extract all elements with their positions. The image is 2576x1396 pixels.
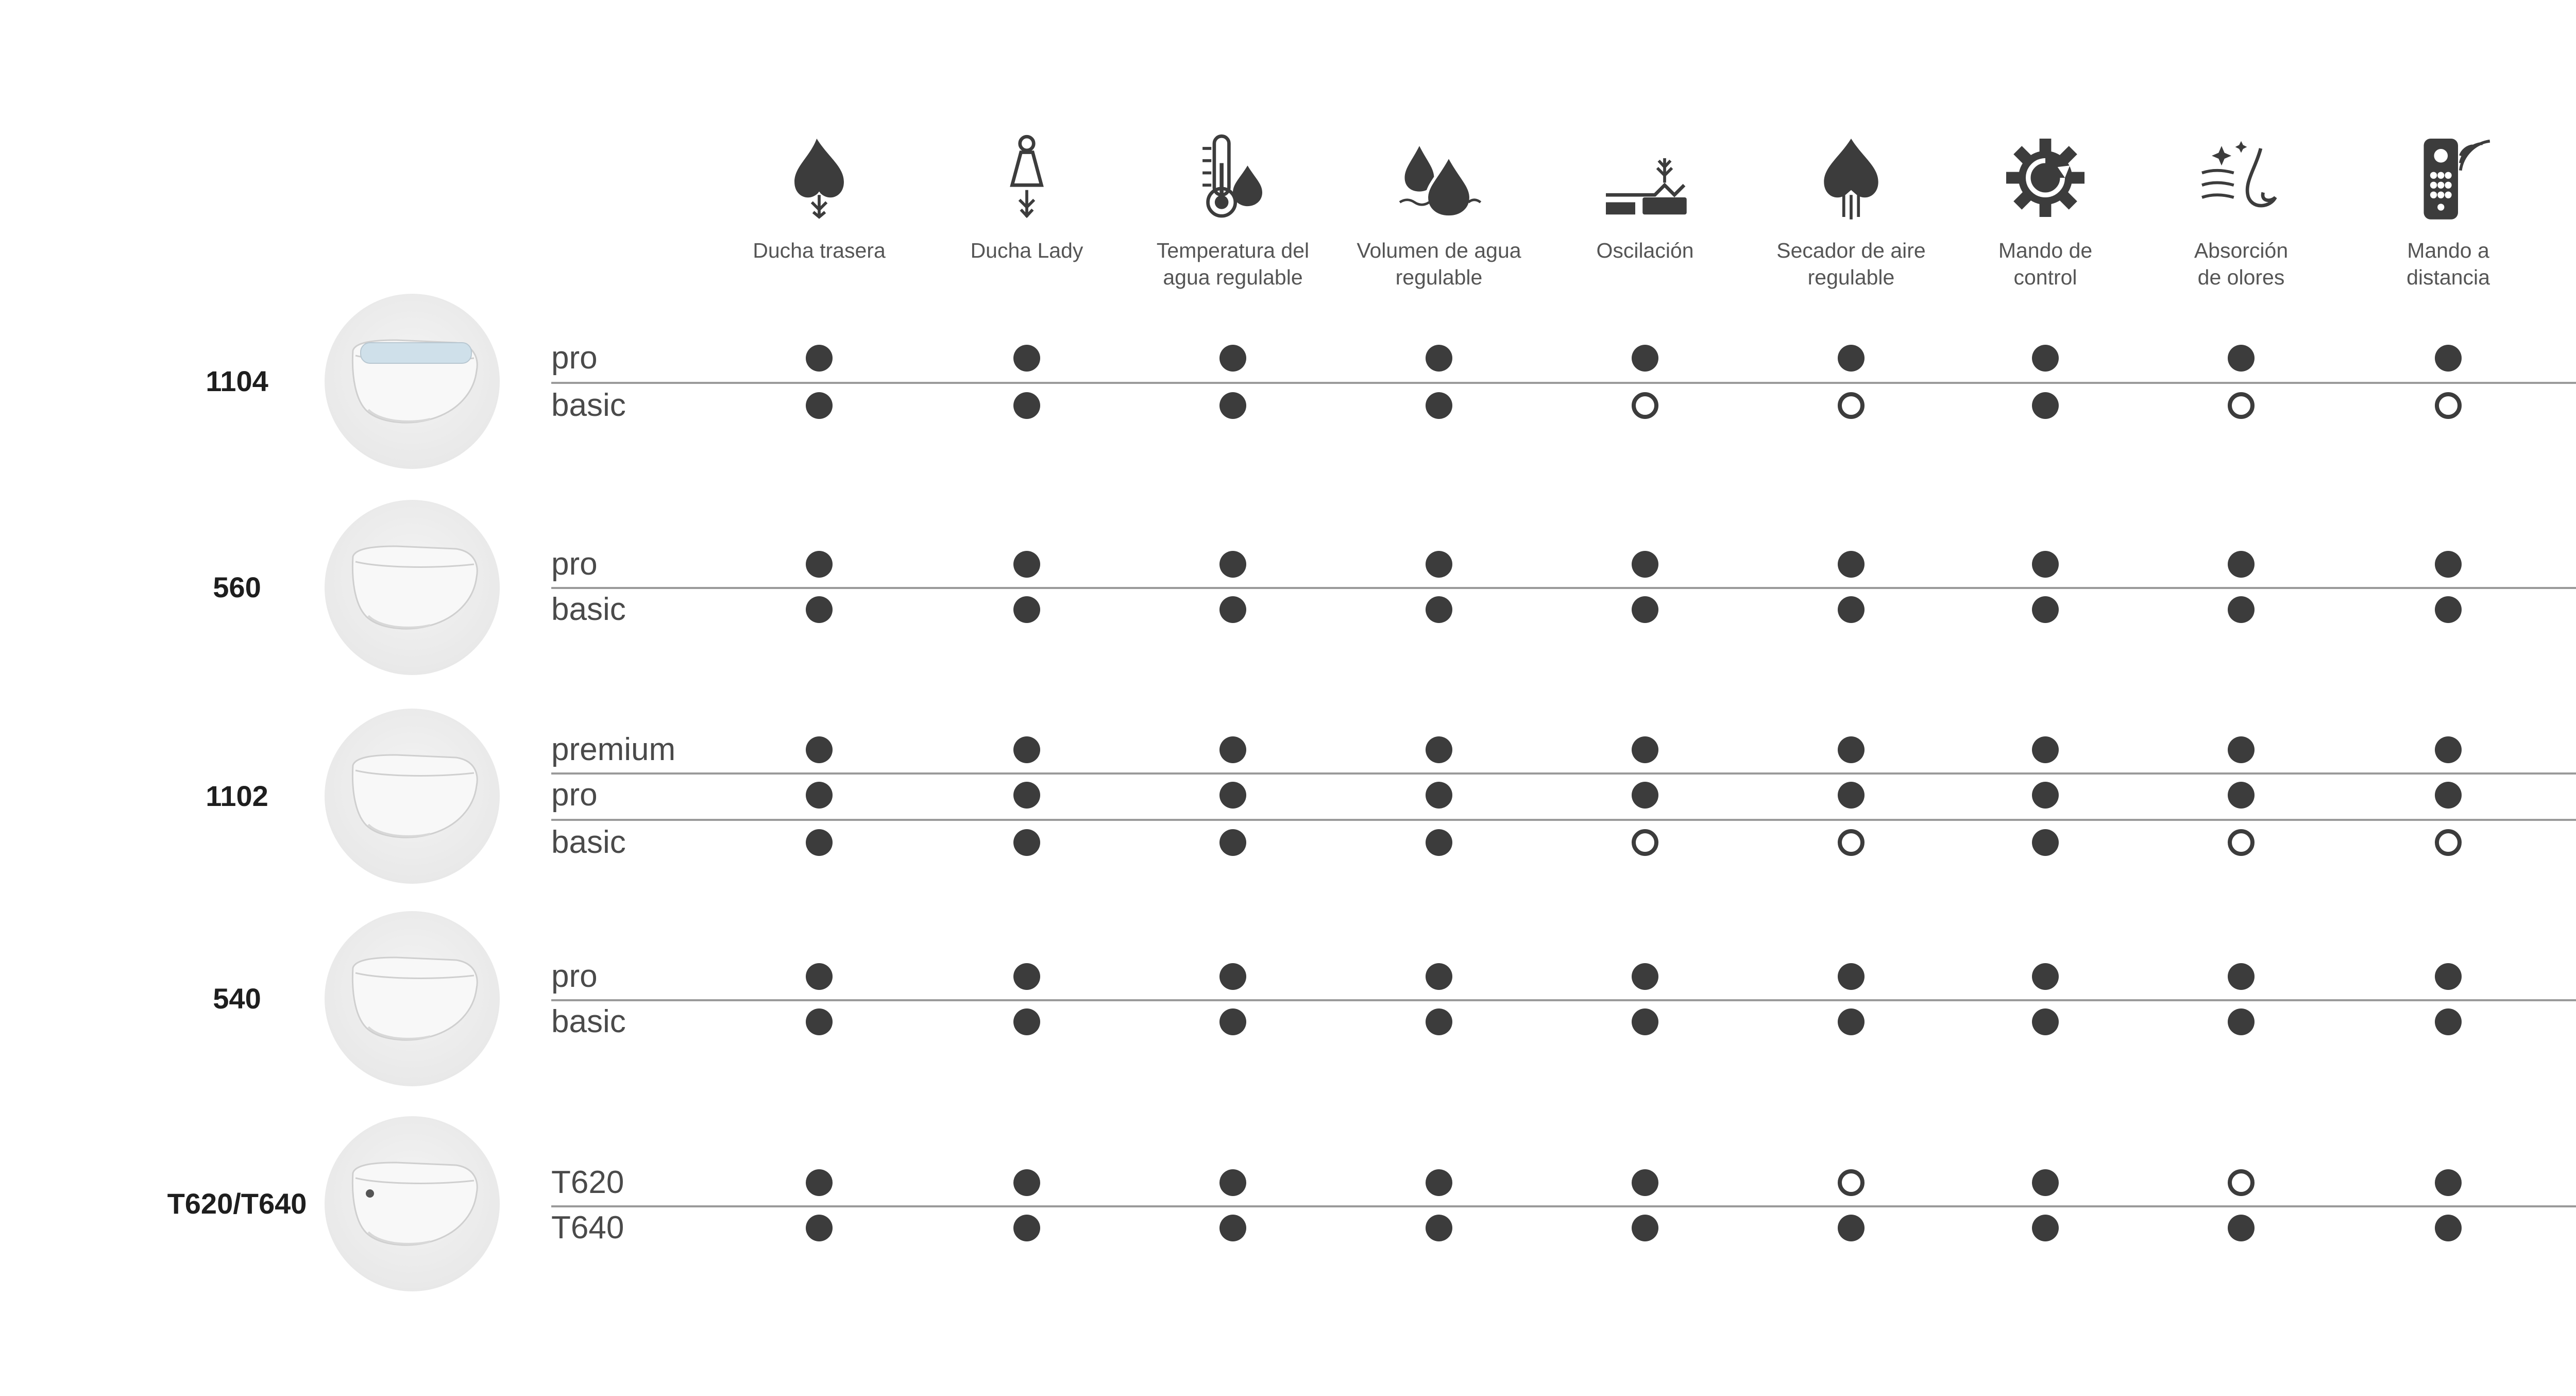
feature-available-dot xyxy=(1838,963,1865,990)
feature-column-header xyxy=(1130,129,1336,291)
feature-available-dot xyxy=(806,782,833,809)
feature-label xyxy=(2552,237,2576,291)
feature-available-dot xyxy=(2435,596,2462,623)
feature-available-dot xyxy=(2228,1215,2255,1241)
feature-available-dot xyxy=(1426,736,1452,763)
variant-label: basic xyxy=(551,1004,626,1039)
feature-column-header xyxy=(1542,129,1748,264)
feature-available-dot xyxy=(1219,551,1246,578)
feature-unavailable-dot xyxy=(2228,1169,2255,1196)
feature-available-dot xyxy=(1426,596,1452,623)
variant-label: premium xyxy=(551,732,676,767)
feature-available-dot xyxy=(806,736,833,763)
feature-available-dot xyxy=(2032,829,2059,856)
bidet-spray-icon xyxy=(770,129,868,227)
feature-available-dot xyxy=(1219,1008,1246,1035)
feature-available-dot xyxy=(1219,1215,1246,1241)
feature-available-dot xyxy=(806,551,833,578)
feature-available-dot xyxy=(1632,1169,1658,1196)
model-thumbnail xyxy=(325,709,500,884)
model-code: 560 xyxy=(213,571,261,603)
feature-available-dot xyxy=(1013,345,1040,372)
odor-absorption-icon xyxy=(2192,129,2290,227)
feature-available-dot xyxy=(1632,551,1658,578)
feature-available-dot xyxy=(1838,345,1865,372)
feature-available-dot xyxy=(806,1008,833,1035)
feature-available-dot xyxy=(1013,1169,1040,1196)
feature-available-dot xyxy=(1426,551,1452,578)
feature-available-dot xyxy=(1219,782,1246,809)
feature-unavailable-dot xyxy=(1838,392,1865,419)
feature-unavailable-dot xyxy=(1632,829,1658,856)
feature-available-dot xyxy=(1838,1008,1865,1035)
toilet-image xyxy=(325,1116,500,1291)
feature-available-dot xyxy=(1426,345,1452,372)
air-dryer-icon xyxy=(1802,129,1900,227)
row-divider xyxy=(551,819,2576,821)
feature-available-dot xyxy=(2228,963,2255,990)
variant-label: T620 xyxy=(551,1165,624,1200)
feature-available-dot xyxy=(1013,829,1040,856)
feature-column-header xyxy=(1748,129,1954,291)
feature-available-dot xyxy=(1219,829,1246,856)
thermometer-icon xyxy=(1184,129,1282,227)
feature-available-dot xyxy=(2435,1169,2462,1196)
feature-available-dot xyxy=(2228,782,2255,809)
feature-column-header xyxy=(1942,129,2148,291)
feature-available-dot xyxy=(2435,1008,2462,1035)
feature-unavailable-dot xyxy=(1838,1169,1865,1196)
feature-available-dot xyxy=(2228,1008,2255,1035)
feature-available-dot xyxy=(1838,782,1865,809)
toilet-image xyxy=(325,911,500,1086)
feature-column-header xyxy=(716,129,922,264)
feature-label: Volumen de agua regulable xyxy=(1357,239,1521,289)
feature-column-header xyxy=(1336,129,1542,291)
feature-available-dot xyxy=(1013,963,1040,990)
feature-available-dot xyxy=(1219,1169,1246,1196)
row-divider xyxy=(551,999,2576,1001)
feature-label: Mando a distancia xyxy=(2406,239,2490,289)
feature-available-dot xyxy=(806,1169,833,1196)
feature-available-dot xyxy=(1013,1008,1040,1035)
feature-unavailable-dot xyxy=(2228,829,2255,856)
feature-available-dot xyxy=(2032,596,2059,623)
feature-available-dot xyxy=(1219,345,1246,372)
feature-available-dot xyxy=(1219,963,1246,990)
feature-available-dot xyxy=(1632,782,1658,809)
model-code: T620/T640 xyxy=(167,1187,307,1220)
feature-available-dot xyxy=(1632,1215,1658,1241)
feature-available-dot xyxy=(1426,1169,1452,1196)
feature-available-dot xyxy=(1013,596,1040,623)
feature-available-dot xyxy=(1632,1008,1658,1035)
feature-label: Secador de aire regulable xyxy=(1776,239,1926,289)
model-thumbnail xyxy=(325,500,500,675)
row-divider xyxy=(551,772,2576,775)
feature-available-dot xyxy=(2032,782,2059,809)
feature-available-dot xyxy=(2032,1008,2059,1035)
toilet-image xyxy=(325,500,500,675)
feature-label: Absorción de olores xyxy=(2194,239,2289,289)
feature-available-dot xyxy=(1838,736,1865,763)
feature-available-dot xyxy=(2032,963,2059,990)
feature-unavailable-dot xyxy=(1632,392,1658,419)
row-divider xyxy=(551,1205,2576,1207)
feature-unavailable-dot xyxy=(2435,829,2462,856)
feature-available-dot xyxy=(1838,551,1865,578)
feature-available-dot xyxy=(2435,736,2462,763)
variant-label: pro xyxy=(551,958,598,994)
variant-label: pro xyxy=(551,340,598,376)
feature-available-dot xyxy=(1632,345,1658,372)
feature-unavailable-dot xyxy=(2435,392,2462,419)
feature-unavailable-dot xyxy=(2228,392,2255,419)
gear-icon xyxy=(1996,129,2094,227)
feature-available-dot xyxy=(806,392,833,419)
feature-available-dot xyxy=(2032,736,2059,763)
feature-available-dot xyxy=(1219,392,1246,419)
feature-available-dot xyxy=(2435,551,2462,578)
feature-available-dot xyxy=(2435,963,2462,990)
feature-available-dot xyxy=(1632,963,1658,990)
feature-available-dot xyxy=(2435,1215,2462,1241)
feature-available-dot xyxy=(1838,1215,1865,1241)
model-code: 1104 xyxy=(206,365,268,397)
variant-label: T640 xyxy=(551,1210,624,1246)
feature-label: Temperatura del agua regulable xyxy=(1156,239,1310,289)
feature-column-header xyxy=(924,129,1130,264)
feature-available-dot xyxy=(1426,782,1452,809)
feature-available-dot xyxy=(2228,345,2255,372)
model-code: 1102 xyxy=(206,780,268,812)
feature-available-dot xyxy=(1013,736,1040,763)
oscillation-icon xyxy=(1596,129,1694,227)
variant-label: pro xyxy=(551,546,598,582)
feature-label: Mando de control xyxy=(1998,239,2093,289)
model-thumbnail xyxy=(325,294,500,469)
feature-available-dot xyxy=(1013,392,1040,419)
feature-available-dot xyxy=(2032,551,2059,578)
feature-available-dot xyxy=(1013,551,1040,578)
feature-available-dot xyxy=(2228,736,2255,763)
feature-column-header xyxy=(2138,129,2344,291)
lady-spray-icon xyxy=(978,129,1076,227)
feature-label: Ducha Lady xyxy=(970,239,1083,262)
feature-available-dot xyxy=(2435,782,2462,809)
feature-available-dot xyxy=(1426,963,1452,990)
feature-available-dot xyxy=(2435,345,2462,372)
feature-label: Ducha trasera xyxy=(753,239,886,262)
feature-label: Oscilación xyxy=(1596,239,1694,262)
feature-available-dot xyxy=(1219,596,1246,623)
row-divider xyxy=(551,382,2576,384)
feature-available-dot xyxy=(1219,736,1246,763)
feature-available-dot xyxy=(1838,596,1865,623)
feature-available-dot xyxy=(2032,1215,2059,1241)
model-thumbnail xyxy=(325,911,500,1086)
feature-available-dot xyxy=(2032,392,2059,419)
toilet-image xyxy=(325,709,500,884)
feature-available-dot xyxy=(2228,596,2255,623)
feature-available-dot xyxy=(806,829,833,856)
feature-available-dot xyxy=(1013,1215,1040,1241)
feature-available-dot xyxy=(806,963,833,990)
feature-available-dot xyxy=(1426,1008,1452,1035)
variant-label: basic xyxy=(551,388,626,423)
feature-available-dot xyxy=(1426,829,1452,856)
feature-available-dot xyxy=(1632,736,1658,763)
variant-label: basic xyxy=(551,592,626,627)
feature-available-dot xyxy=(1426,392,1452,419)
feature-available-dot xyxy=(1632,596,1658,623)
water-volume-icon xyxy=(1390,129,1488,227)
feature-available-dot xyxy=(2228,551,2255,578)
feature-available-dot xyxy=(1426,1215,1452,1241)
model-code: 540 xyxy=(213,982,261,1015)
row-divider xyxy=(551,587,2576,589)
feature-available-dot xyxy=(806,1215,833,1241)
feature-unavailable-dot xyxy=(1838,829,1865,856)
feature-available-dot xyxy=(806,596,833,623)
feature-available-dot xyxy=(2032,345,2059,372)
variant-label: pro xyxy=(551,777,598,813)
feature-column-header xyxy=(2345,129,2551,291)
feature-available-dot xyxy=(1013,782,1040,809)
feature-available-dot xyxy=(2032,1169,2059,1196)
feature-available-dot xyxy=(806,345,833,372)
variant-label: basic xyxy=(551,825,626,860)
toilet-image xyxy=(325,294,500,469)
model-thumbnail xyxy=(325,1116,500,1291)
feature-column-header xyxy=(2552,129,2576,291)
remote-control-icon xyxy=(2399,129,2497,227)
